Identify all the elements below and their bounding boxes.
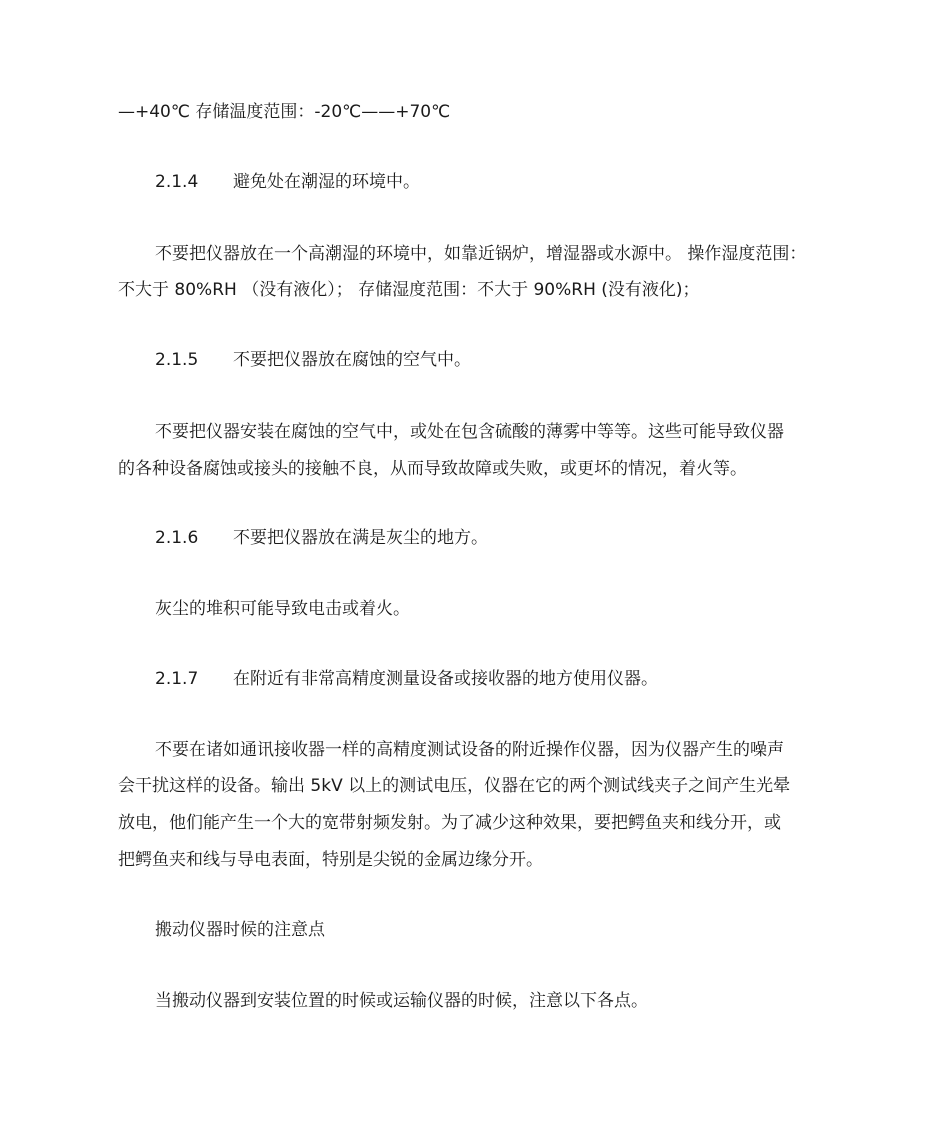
section-heading-2-1-7 [155, 661, 867, 697]
section-title: 在附近有非常高精度测量设备或接收器的地方使用仪器。 [233, 669, 658, 689]
section-number: 2.1.4 [155, 172, 199, 192]
section-title: 不要把仪器放在腐蚀的空气中。 [233, 350, 471, 370]
paragraph-line: 不要在诸如通讯接收器一样的高精度测试设备的附近操作仪器，因为仪器产生的噪声 [155, 740, 784, 760]
section-number: 2.1.6 [155, 528, 199, 548]
section-heading-2-1-6 [155, 520, 867, 556]
section-number: 2.1.7 [155, 669, 199, 689]
paragraph-line: 的各种设备腐蚀或接头的接触不良，从而导致故障或失败，或更坏的情况，着火等。 [118, 459, 747, 479]
paragraph-line: 把鳄鱼夹和线与导电表面，特别是尖锐的金属边缘分开。 [118, 850, 543, 870]
section-number: 2.1.5 [155, 350, 199, 370]
section-heading-2-1-5 [155, 342, 867, 378]
paragraph-line: 当搬动仪器到安装位置的时候或运输仪器的时候，注意以下各点。 [155, 991, 648, 1011]
paragraph-line: 灰尘的堆积可能导致电击或着火。 [155, 599, 410, 619]
section-title: 避免处在潮湿的环境中。 [233, 172, 420, 192]
temperature-range-line: —+40℃ 存储温度范围：-20℃——+70℃ [118, 102, 451, 122]
paragraph-line: 不大于 80%RH （没有液化）； 存储湿度范围：不大于 90%RH (没有液化)； [118, 280, 700, 300]
paragraph-line: 不要把仪器放在一个高潮湿的环境中，如靠近锅炉，增湿器或水源中。 操作湿度范围： [155, 244, 807, 264]
paragraph-line: 放电，他们能产生一个大的宽带射频发射。为了减少这种效果，要把鳄鱼夹和线分开，或 [118, 813, 781, 833]
section-title: 不要把仪器放在满是灰尘的地方。 [233, 528, 488, 548]
section-heading-2-1-4 [155, 164, 867, 200]
paragraph-line: 会干扰这样的设备。输出 5kV 以上的测试电压，仪器在它的两个测试线夹子之间产生光晕 [118, 776, 791, 796]
paragraph-line: 不要把仪器安装在腐蚀的空气中，或处在包含硫酸的薄雾中等等。这些可能导致仪器 [155, 422, 784, 442]
subsection-heading-moving: 搬动仪器时候的注意点 [155, 920, 325, 940]
